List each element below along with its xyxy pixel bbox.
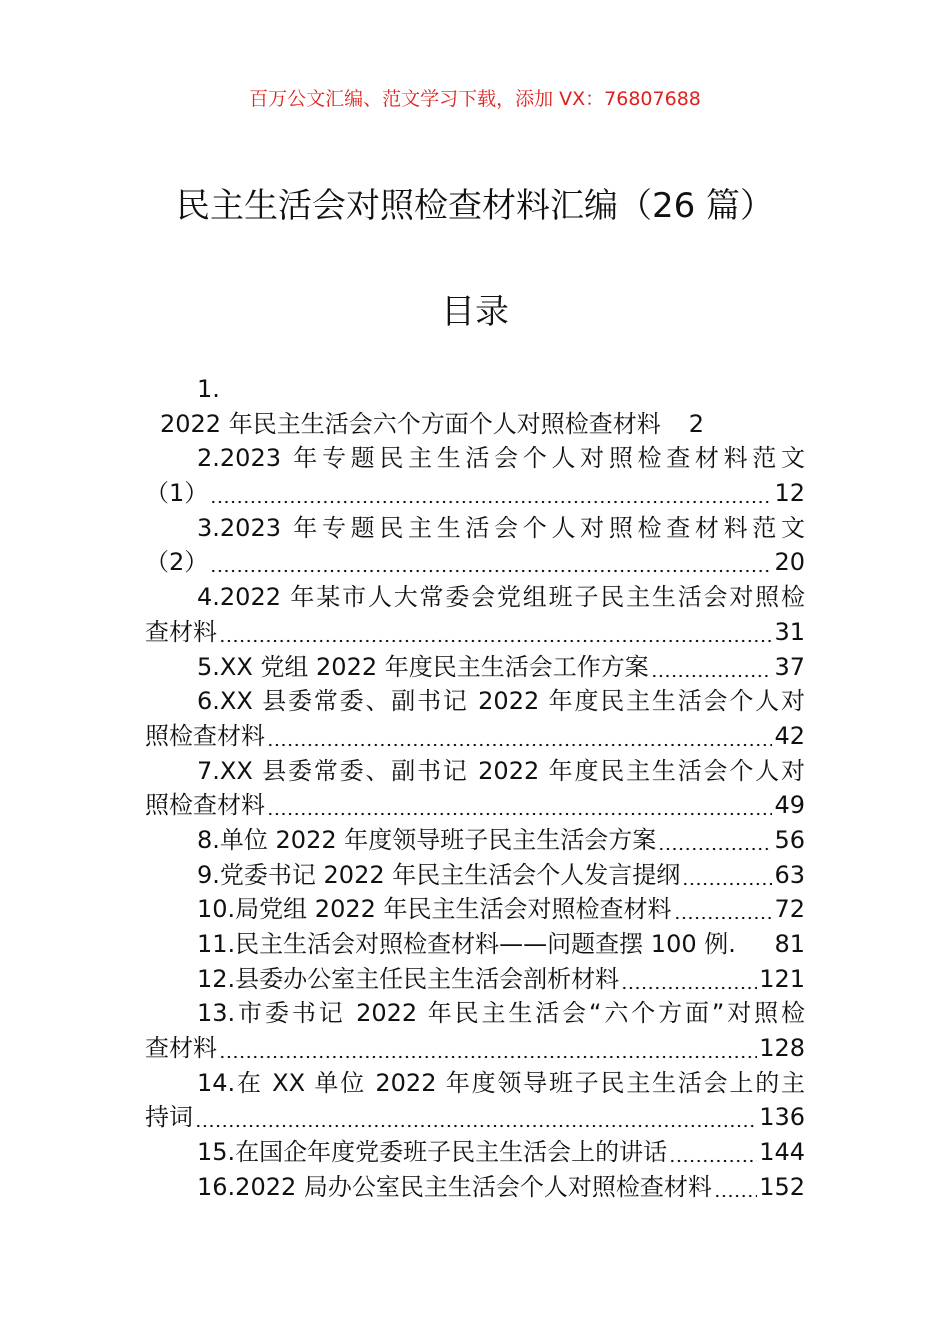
dot-leader — [621, 962, 757, 997]
toc-entry-7[interactable] — [145, 754, 805, 789]
dot-leader — [210, 545, 772, 580]
toc-entry-text: 14.在 XX 单位 2022 年度领导班子民主生活会上的主 — [197, 1068, 805, 1097]
dot-leader — [267, 719, 772, 754]
toc-entry-3-cont[interactable] — [145, 545, 805, 580]
toc-entry-1-cont[interactable] — [145, 407, 805, 442]
promo-banner: 百万公文汇编、范文学习下载，添加 VX：76807688 — [249, 88, 701, 110]
toc-entry-6-cont[interactable] — [145, 719, 805, 754]
toc-entry-10[interactable] — [145, 892, 805, 927]
toc-page-number: 2 — [688, 409, 704, 438]
dot-leader — [669, 1135, 757, 1170]
toc-heading: 目录 — [441, 292, 509, 332]
document-title: 民主生活会对照检查材料汇编（26 篇） — [175, 186, 775, 226]
toc-entry-2[interactable] — [145, 441, 805, 476]
toc-entry-11[interactable] — [145, 927, 805, 962]
toc-entry-text: 12.县委办公室主任民主生活会剖析材料 — [197, 964, 620, 993]
toc-entry-5[interactable] — [145, 650, 805, 685]
toc-entry-9[interactable] — [145, 858, 805, 893]
toc-page-number: 49 — [774, 791, 805, 820]
toc-page-number: 121 — [759, 964, 805, 993]
dot-leader — [219, 1031, 757, 1066]
toc-entry-text: 7.XX 县委常委、副书记 2022 年度民主生活会个人对 — [197, 756, 805, 785]
toc-entry-text: 2.2023 年专题民主生活会个人对照检查材料范文 — [197, 444, 805, 473]
toc-entry-15[interactable] — [145, 1135, 805, 1170]
toc-entry-16[interactable] — [145, 1170, 805, 1205]
dot-leader — [651, 650, 773, 685]
toc-entry-14-cont[interactable] — [145, 1100, 805, 1135]
toc-entry-7-cont[interactable] — [145, 788, 805, 823]
toc-entry-2-cont[interactable] — [145, 476, 805, 511]
toc-entry-text: 16.2022 局办公室民主生活会个人对照检查材料 — [197, 1172, 712, 1201]
toc-entry-text: 5.XX 党组 2022 年度民主生活会工作方案 — [197, 652, 649, 681]
toc-entry-4[interactable] — [145, 580, 805, 615]
toc-entry-13[interactable] — [145, 996, 805, 1031]
toc-entry-text: 13.市委书记 2022 年民主生活会“六个方面”对照检 — [197, 999, 805, 1028]
dot-leader — [714, 1170, 757, 1205]
toc-page-number: 144 — [759, 1138, 805, 1167]
toc-entry-text: 9.党委书记 2022 年民主生活会个人发言提纲 — [197, 860, 681, 889]
toc-entry-text: 持词 — [145, 1103, 193, 1132]
toc-entry-1[interactable] — [145, 372, 805, 407]
toc-entry-3[interactable] — [145, 511, 805, 546]
table-of-contents — [145, 372, 805, 1205]
dot-leader — [658, 823, 772, 858]
toc-entry-text: 11.民主生活会对照检查材料——问题查摆 100 例. — [197, 930, 736, 958]
toc-page-number: 136 — [759, 1103, 805, 1132]
toc-page-number: 20 — [774, 548, 805, 577]
toc-entry-text: 1. — [197, 375, 220, 403]
toc-entry-text: 6.XX 县委常委、副书记 2022 年度民主生活会个人对 — [197, 687, 805, 716]
toc-entry-text: 查材料 — [145, 1034, 217, 1063]
toc-page-number: 152 — [759, 1172, 805, 1201]
toc-entry-text: 照检查材料 — [145, 721, 265, 750]
dot-leader — [210, 476, 772, 511]
toc-entry-text: 10.局党组 2022 年民主生活会对照检查材料 — [197, 895, 672, 924]
toc-entry-text: 4.2022 年某市人大常委会党组班子民主生活会对照检 — [197, 583, 805, 612]
toc-entry-text: 3.2023 年专题民主生活会个人对照检查材料范文 — [197, 513, 805, 542]
toc-entry-6[interactable] — [145, 684, 805, 719]
toc-entry-text: （1） — [145, 479, 209, 508]
toc-page-number: 56 — [774, 825, 805, 854]
toc-page-number: 72 — [774, 895, 805, 924]
toc-entry-4-cont[interactable] — [145, 615, 805, 650]
toc-page-number: 31 — [774, 617, 805, 646]
dot-leader — [682, 858, 772, 893]
toc-entry-13-cont[interactable] — [145, 1031, 805, 1066]
toc-page-number: 81 — [774, 930, 805, 958]
toc-entry-text: 照检查材料 — [145, 791, 265, 820]
toc-entry-text: （2） — [145, 548, 209, 577]
dot-leader — [219, 615, 772, 650]
toc-entry-text: 8.单位 2022 年度领导班子民主生活会方案 — [197, 825, 657, 854]
toc-page-number: 42 — [774, 721, 805, 750]
toc-page-number: 63 — [774, 860, 805, 889]
dot-leader — [267, 788, 772, 823]
dot-leader — [674, 892, 773, 927]
toc-entry-8[interactable] — [145, 823, 805, 858]
toc-page-number: 128 — [759, 1034, 805, 1063]
toc-entry-text: 查材料 — [145, 617, 217, 646]
toc-entry-text: 2022 年民主生活会六个方面个人对照检查材料 — [160, 409, 661, 438]
toc-entry-12[interactable] — [145, 962, 805, 997]
toc-entry-text: 15.在国企年度党委班子民主生活会上的讲话 — [197, 1138, 668, 1167]
dot-leader — [195, 1100, 757, 1135]
toc-page-number: 12 — [774, 479, 805, 508]
toc-entry-14[interactable] — [145, 1066, 805, 1101]
toc-page-number: 37 — [774, 652, 805, 681]
